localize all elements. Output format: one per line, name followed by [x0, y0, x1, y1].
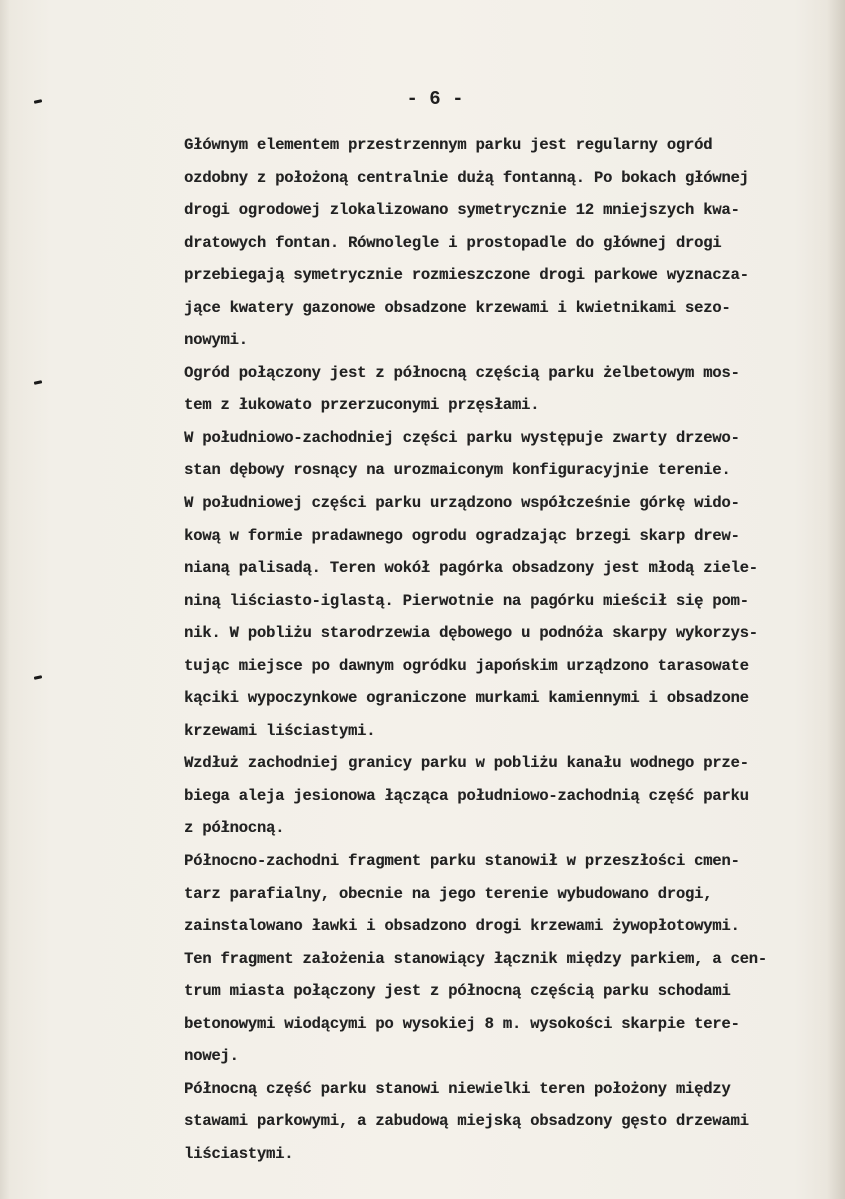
text-line: Ten fragment założenia stanowiący łącznik między parkiem, a cen- [184, 949, 767, 968]
text-line: nik. W pobliżu starodrzewia dębowego u podnóża skarpy wykorzys- [184, 624, 758, 643]
paper-edge-right [827, 0, 845, 1199]
text-line: trum miasta połączony jest z północną częścią parku schodami [184, 982, 731, 1001]
text-line: nowymi. [184, 331, 248, 350]
text-line: ozdobny z położoną centralnie dużą fontanną. Po bokach głównej [184, 168, 749, 187]
text-line: Wzdłuż zachodniej granicy parku w pobliżu kanału wodnego prze- [184, 754, 749, 773]
text-line: niną liściasto-iglastą. Pierwotnie na pagórku mieścił się pom- [184, 591, 749, 610]
text-line: kąciki wypoczynkowe ograniczone murkami kamiennymi i obsadzone [184, 689, 749, 708]
text-line: dratowych fontan. Równolegle i prostopadle do głównej drogi [184, 233, 722, 252]
text-line: zainstalowano ławki i obsadzono drogi krzewami żywopłotowymi. [184, 917, 740, 936]
text-line: tem z łukowato przerzuconymi przęsłami. [184, 396, 540, 415]
document-body [184, 129, 824, 1171]
text-line: Północną część parku stanowi niewielki teren położony między [184, 1079, 731, 1098]
text-line: tując miejsce po dawnym ogródku japońskim urządzono tarasowate [184, 656, 749, 675]
punch-mark-2 [34, 380, 42, 385]
text-line: stan dębowy rosnący na urozmaiconym konfiguracyjnie terenie. [184, 461, 731, 480]
text-line: kową w formie pradawnego ogrodu ogradzając brzegi skarp drew- [184, 526, 740, 545]
text-line: z północną. [184, 819, 285, 838]
punch-mark-3 [34, 675, 42, 680]
text-line: przebiegają symetrycznie rozmieszczone drogi parkowe wyznacza- [184, 266, 749, 285]
page-number: - 6 - [406, 88, 464, 110]
text-line: nianą palisadą. Teren wokół pagórka obsadzony jest młodą ziele- [184, 559, 758, 578]
text-line: betonowymi wiodącymi po wysokiej 8 m. wysokości skarpie tere- [184, 1014, 740, 1033]
text-line: W południowo-zachodniej części parku występuje zwarty drzewo- [184, 428, 740, 447]
paper-edge-left [0, 0, 10, 1199]
text-line: tarz parafialny, obecnie na jego terenie wybudowano drogi, [184, 884, 713, 903]
text-line: biega aleja jesionowa łącząca południowo-zachodnią część parku [184, 786, 749, 805]
text-line: Głównym elementem przestrzennym parku jest regularny ogród [184, 136, 713, 154]
text-line: krzewami liściastymi. [184, 721, 376, 740]
text-line: nowej. [184, 1047, 239, 1066]
text-line: Ogród połączony jest z północną częścią parku żelbetowym mos- [184, 363, 740, 382]
text-line: stawami parkowymi, a zabudową miejską obsadzony gęsto drzewami [184, 1112, 749, 1131]
text-line: jące kwatery gazonowe obsadzone krzewami i kwietnikami sezo- [184, 298, 731, 317]
text-line: W południowej części parku urządzono współcześnie górkę wido- [184, 494, 740, 513]
text-line: drogi ogrodowej zlokalizowano symetrycznie 12 mniejszych kwa- [184, 201, 740, 220]
text-line: liściastymi. [184, 1144, 294, 1163]
text-line: Północno-zachodni fragment parku stanowił w przeszłości cmen- [184, 852, 740, 871]
